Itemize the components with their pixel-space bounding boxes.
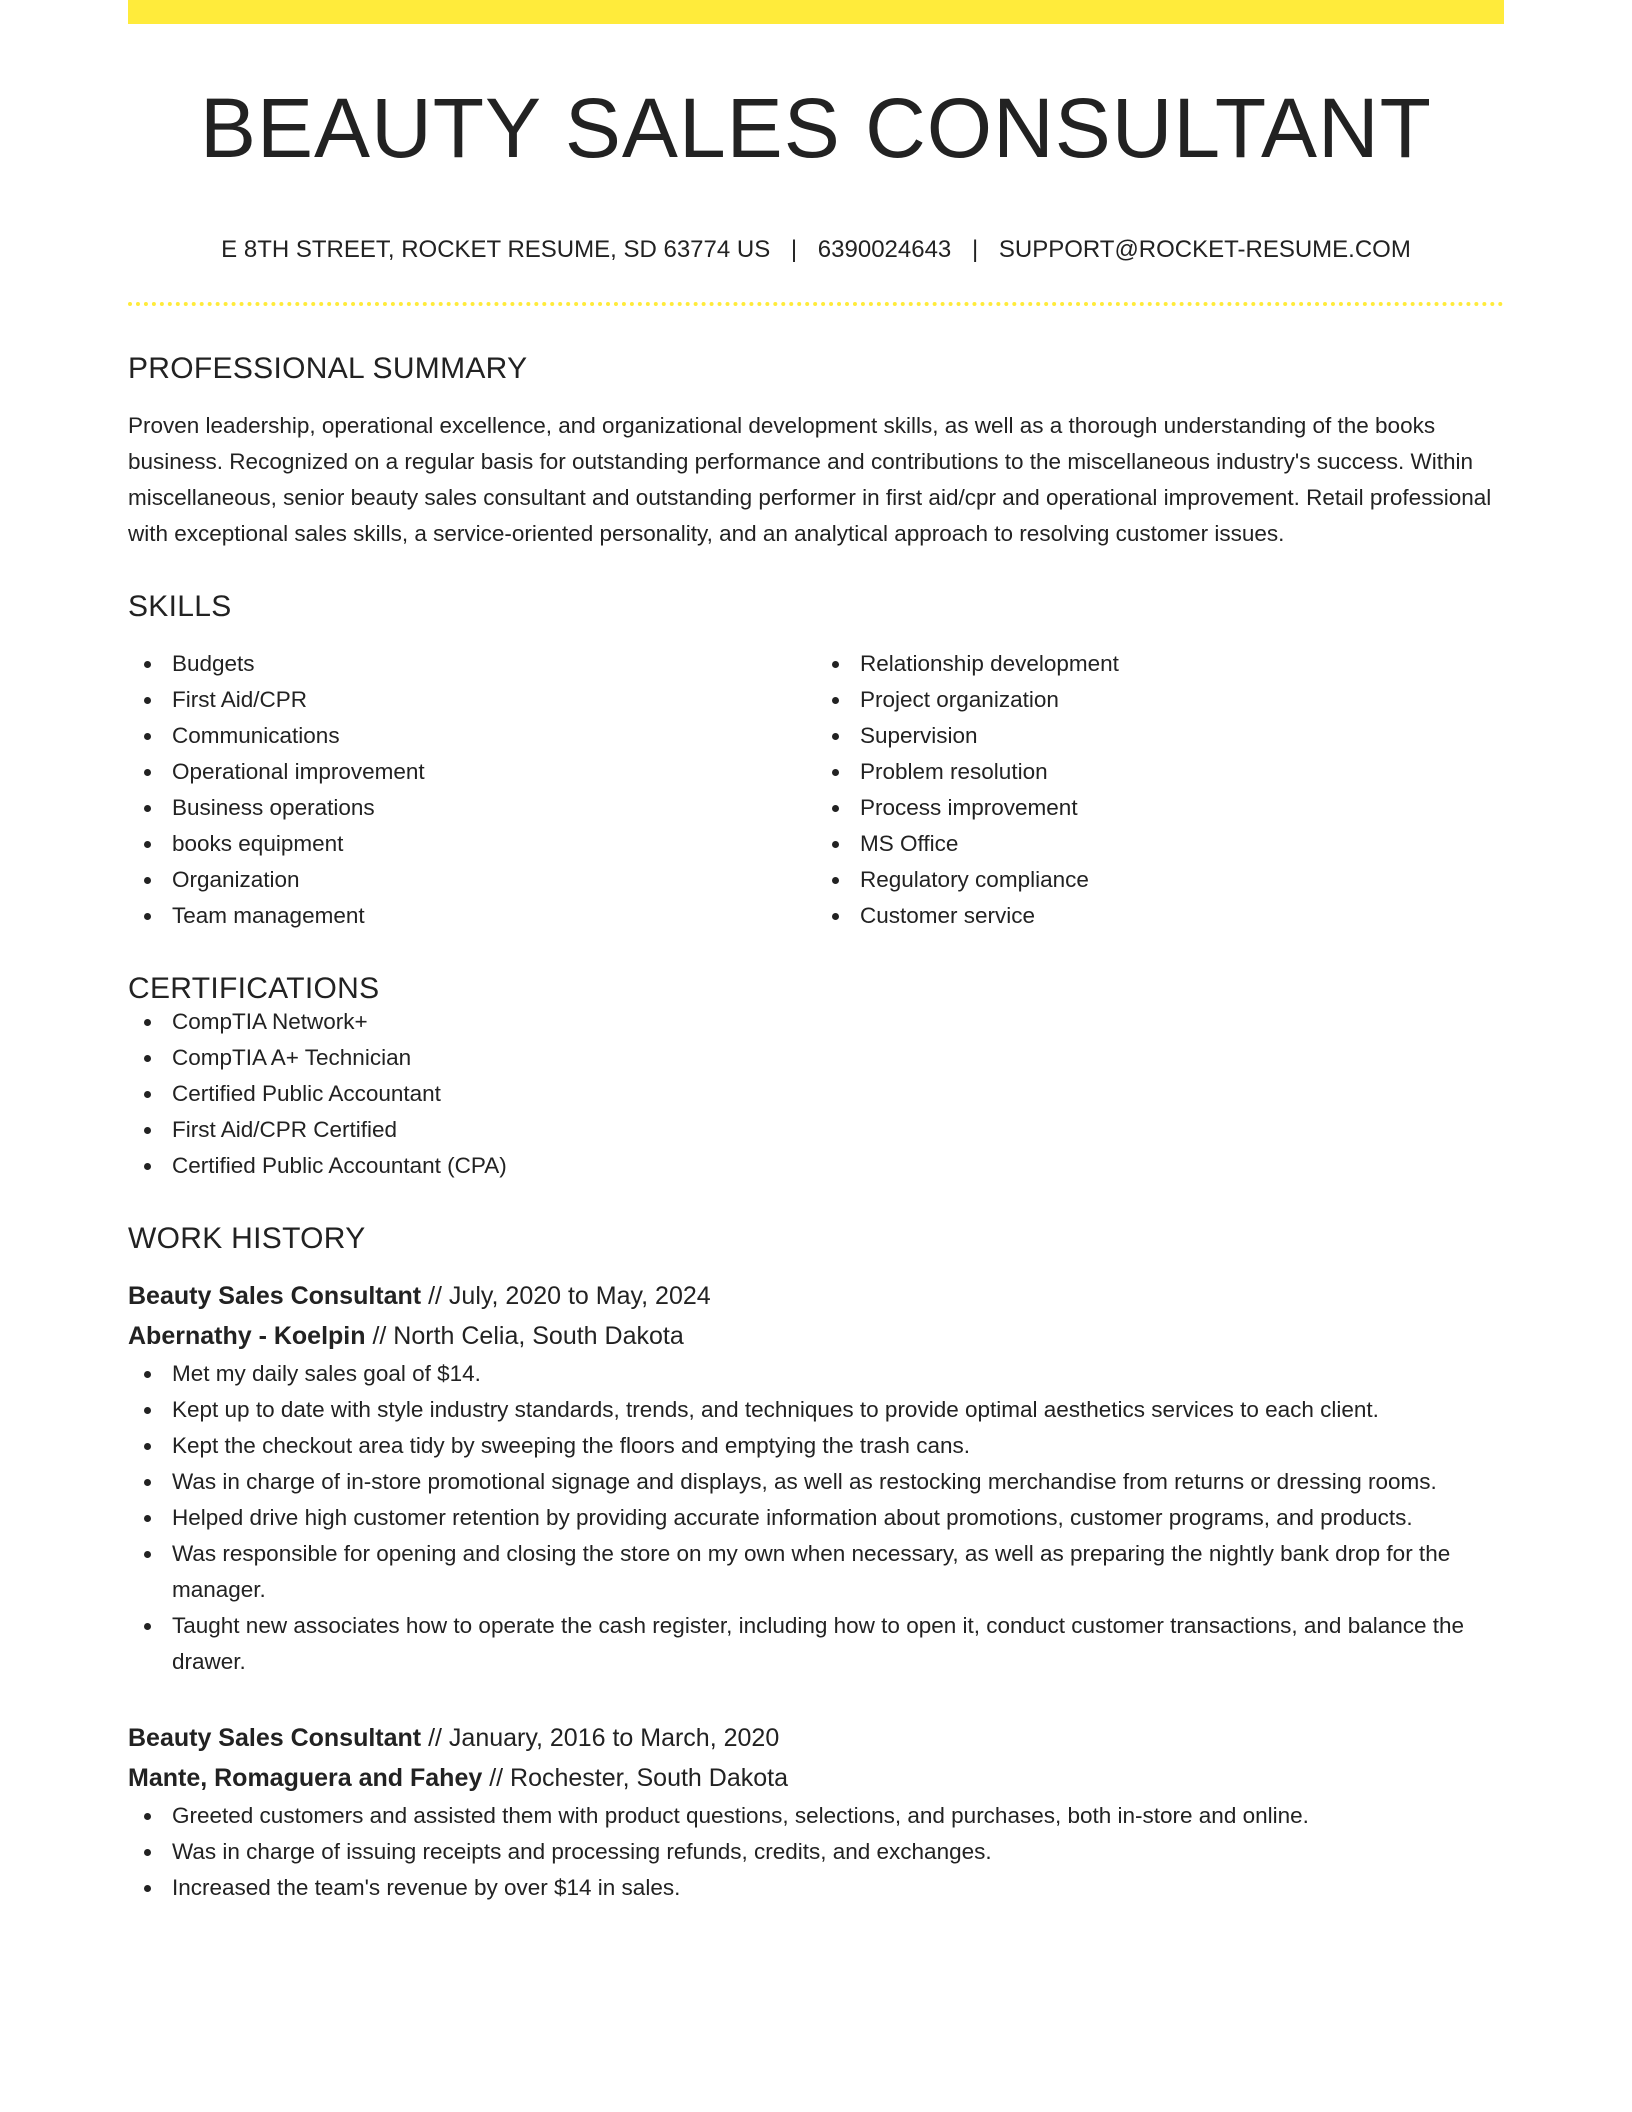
certification-item: First Aid/CPR Certified — [128, 1112, 1504, 1148]
skill-item: Organization — [128, 862, 816, 898]
job-role-line — [128, 1276, 1504, 1316]
job-company: Abernathy - Koelpin — [128, 1322, 366, 1350]
work-history-title: WORK HISTORY — [128, 1222, 366, 1255]
certification-item: CompTIA Network+ — [128, 1004, 1504, 1040]
job-duty: Kept the checkout area tidy by sweeping the floors and emptying the trash cans. — [128, 1428, 1504, 1464]
job-duty: Was in charge of issuing receipts and processing refunds, credits, and exchanges. — [128, 1834, 1504, 1870]
certifications-title: CERTIFICATIONS — [128, 972, 380, 1005]
certification-item: Certified Public Accountant (CPA) — [128, 1148, 1504, 1184]
contact-phone: 6390024643 — [817, 236, 952, 263]
certification-item: CompTIA A+ Technician — [128, 1040, 1504, 1076]
job-role: Beauty Sales Consultant — [128, 1724, 422, 1752]
skill-item: Problem resolution — [816, 754, 1504, 790]
contact-email: SUPPORT@ROCKET-RESUME.COM — [998, 236, 1411, 263]
work-history-section — [128, 1224, 1504, 1906]
job-duty: Taught new associates how to operate the cash register, including how to open it, conduct customer transactions, and balance the drawer. — [128, 1608, 1504, 1680]
certification-item: Certified Public Accountant — [128, 1076, 1504, 1112]
job-duty: Was responsible for opening and closing the store on my own when necessary, as well as preparing the nightly bank drop for the manager. — [128, 1536, 1504, 1608]
job-duty: Greeted customers and assisted them with product questions, selections, and purchases, both in-store and online. — [128, 1798, 1504, 1834]
skill-item: Communications — [128, 718, 816, 754]
skills-columns — [128, 646, 1504, 934]
skill-item: Relationship development — [816, 646, 1504, 682]
skill-item: Business operations — [128, 790, 816, 826]
job-duty: Kept up to date with style industry standards, trends, and techniques to provide optimal aesthetics services to each client. — [128, 1392, 1504, 1428]
job-dates: // January, 2016 to March, 2020 — [421, 1724, 780, 1752]
skill-item: Process improvement — [816, 790, 1504, 826]
skills-section — [128, 592, 1504, 934]
contact-separator: | — [971, 236, 979, 263]
skill-item: Operational improvement — [128, 754, 816, 790]
contact-line — [128, 238, 1504, 262]
job-company-line — [128, 1316, 1504, 1356]
dotted-divider — [128, 302, 1504, 306]
job-role: Beauty Sales Consultant — [128, 1282, 422, 1310]
job-duty: Met my daily sales goal of $14. — [128, 1356, 1504, 1392]
job-duty: Helped drive high customer retention by providing accurate information about promotions, customer programs, and products. — [128, 1500, 1504, 1536]
job-duty: Increased the team's revenue by over $14 in sales. — [128, 1870, 1504, 1906]
accent-top-bar — [128, 0, 1504, 24]
job-entry — [128, 1276, 1504, 1680]
job-duty: Was in charge of in-store promotional signage and displays, as well as restocking merchandise from returns or dressing rooms. — [128, 1464, 1504, 1500]
skills-list-right — [816, 646, 1504, 934]
skill-item: Regulatory compliance — [816, 862, 1504, 898]
job-duties-list — [128, 1356, 1504, 1680]
job-company-line — [128, 1758, 1504, 1798]
job-dates: // July, 2020 to May, 2024 — [421, 1282, 711, 1310]
job-entry — [128, 1718, 1504, 1906]
skill-item: books equipment — [128, 826, 816, 862]
job-location: // North Celia, South Dakota — [365, 1322, 684, 1350]
job-role-line — [128, 1718, 1504, 1758]
contact-separator: | — [790, 236, 798, 263]
skill-item: Team management — [128, 898, 816, 934]
job-location: // Rochester, South Dakota — [482, 1764, 788, 1792]
resume-page — [128, 0, 1504, 1906]
candidate-name: BEAUTY SALES CONSULTANT — [200, 81, 1432, 175]
summary-title: PROFESSIONAL SUMMARY — [128, 352, 528, 385]
skill-item: Budgets — [128, 646, 816, 682]
certifications-list — [128, 1004, 1504, 1184]
job-company: Mante, Romaguera and Fahey — [128, 1764, 483, 1792]
skill-item: Supervision — [816, 718, 1504, 754]
certifications-section — [128, 974, 1504, 1184]
contact-address: E 8TH STREET, ROCKET RESUME, SD 63774 US — [221, 236, 771, 263]
job-duties-list — [128, 1798, 1504, 1906]
skill-item: First Aid/CPR — [128, 682, 816, 718]
skill-item: Customer service — [816, 898, 1504, 934]
skills-title: SKILLS — [128, 590, 232, 623]
skills-list-left — [128, 646, 816, 934]
summary-text: Proven leadership, operational excellence, and organizational development skills, as well as a thorough understanding of the books business. Recognized on a regular basis for outstanding performance and contributions to the miscellaneous industry's success. Within miscellaneous, senior beauty sales consultant and outstanding performer in first aid/cpr and operational improvement. Retail professional with exceptional sales skills, a service-oriented personality, and an analytical approach to resolving customer issues. — [128, 413, 1492, 546]
summary-section — [128, 354, 1504, 552]
skill-item: Project organization — [816, 682, 1504, 718]
skill-item: MS Office — [816, 826, 1504, 862]
